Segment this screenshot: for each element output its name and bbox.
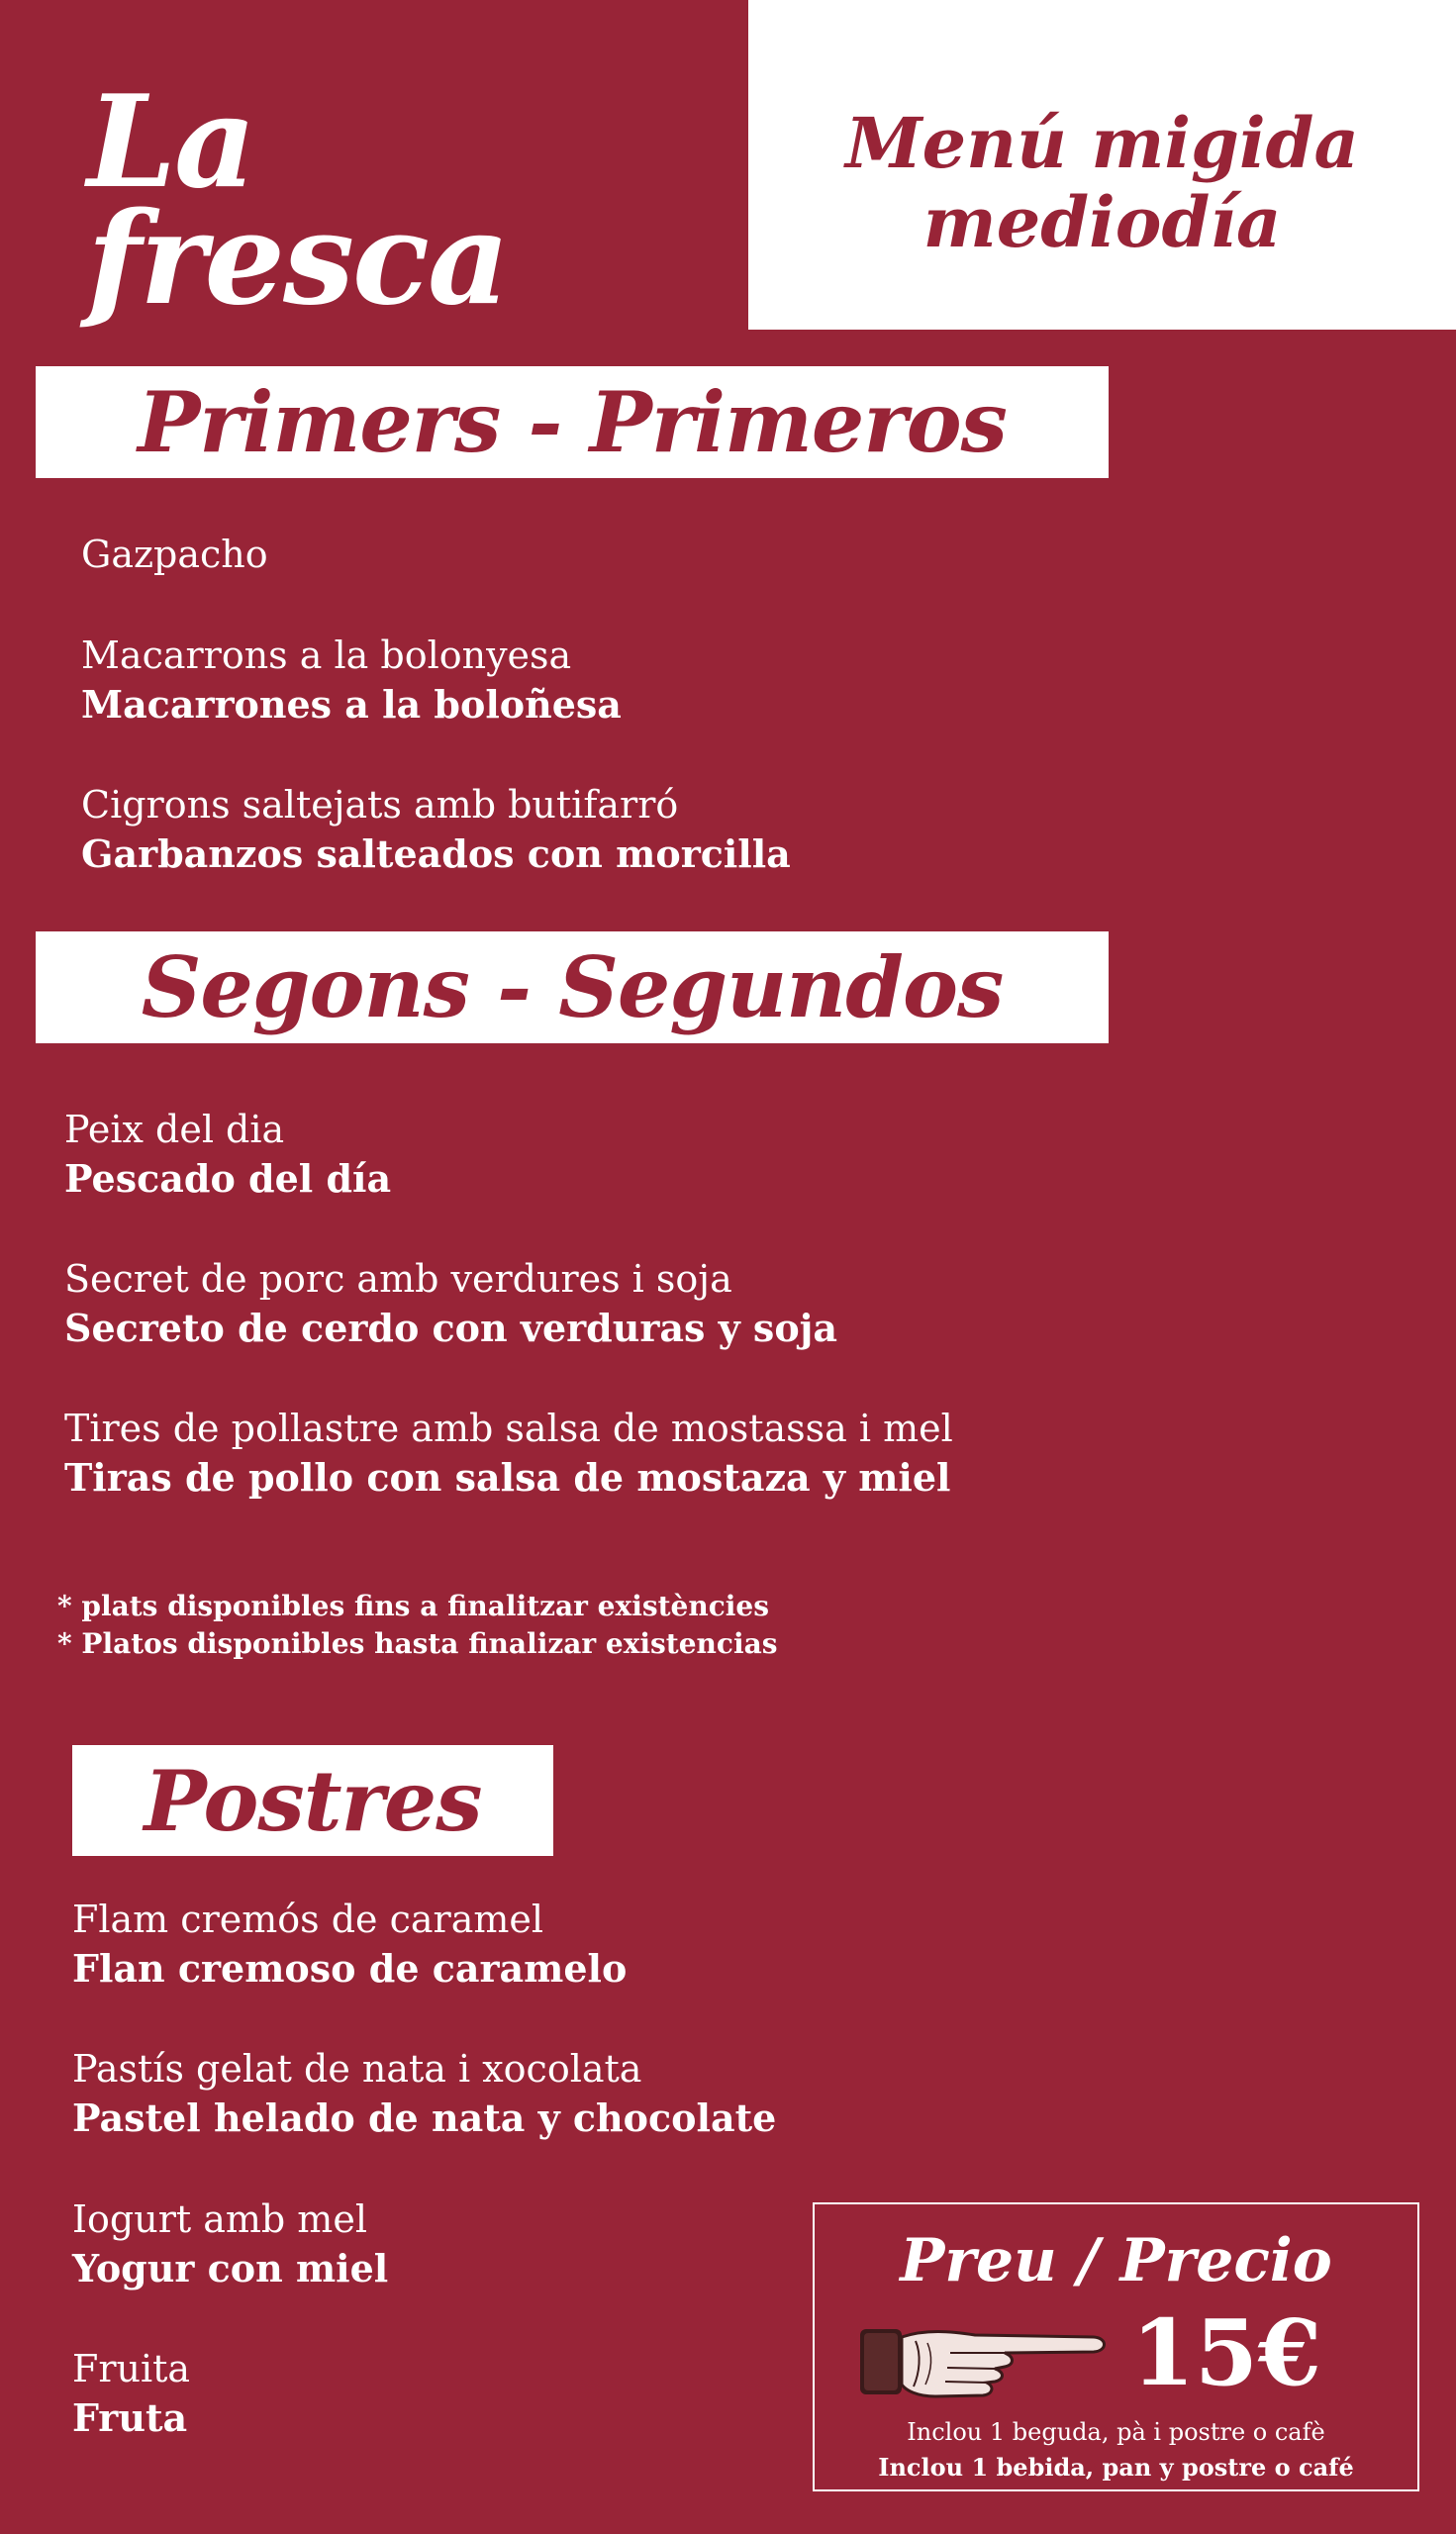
dish-name-catalan: Cigrons saltejats amb butifarró — [81, 783, 679, 827]
section-title-segons: Segons - Segundos — [141, 938, 1004, 1036]
section-banner-primers — [36, 366, 1109, 478]
dish-name-spanish: Garbanzos salteados con morcilla — [81, 831, 791, 876]
availability-note-spanish: * Platos disponibles hasta finalizar existencias — [57, 1627, 778, 1660]
dish-name-spanish: Yogur con miel — [72, 2246, 389, 2290]
menu-title — [748, 104, 1456, 262]
restaurant-name-line1: La — [87, 68, 254, 217]
dish-name-spanish: Secreto de cerdo con verduras y soja — [64, 1306, 838, 1350]
dish-item — [72, 2194, 388, 2293]
price-includes-spanish: Inclou 1 bebida, pan y postre o café — [878, 2453, 1354, 2482]
dish-name-spanish: Macarrones a la boloñesa — [81, 682, 622, 727]
section-banner-postres — [72, 1745, 553, 1856]
dish-name-catalan: Macarrons a la bolonyesa — [81, 634, 572, 677]
dish-name-spanish: Pescado del día — [64, 1156, 392, 1201]
price-title: Preu / Precio — [900, 2226, 1332, 2295]
dish-item — [81, 780, 791, 879]
menu-title-line2: mediodía — [922, 181, 1282, 263]
dish-name-catalan: Flam cremós de caramel — [72, 1898, 544, 1941]
section-title-primers: Primers - Primeros — [138, 373, 1007, 471]
dish-name-spanish: Pastel helado de nata y chocolate — [72, 2095, 777, 2140]
dish-item — [64, 1404, 953, 1503]
dish-name-catalan: Peix del dia — [64, 1108, 285, 1151]
menu-title-box — [748, 0, 1456, 330]
dish-name-catalan: Secret de porc amb verdures i soja — [64, 1257, 732, 1301]
dish-item — [64, 1254, 837, 1353]
dish-item — [72, 1895, 627, 1994]
restaurant-name-line2: fresca — [87, 185, 508, 334]
dish-item — [72, 2344, 190, 2443]
dish-item — [81, 631, 622, 730]
price-includes-catalan: Inclou 1 beguda, pà i postre o cafè — [907, 2418, 1325, 2446]
dish-name-catalan: Fruita — [72, 2347, 191, 2390]
availability-notes — [57, 1588, 777, 1663]
availability-note-catalan: * plats disponibles fins a finalitzar existències — [57, 1590, 769, 1622]
dish-item — [81, 530, 268, 579]
price-box — [813, 2202, 1419, 2491]
dish-name-catalan: Gazpacho — [81, 533, 268, 576]
dish-name-catalan: Iogurt amb mel — [72, 2197, 367, 2241]
dish-name-spanish: Tiras de pollo con salsa de mostaza y miel — [64, 1455, 951, 1500]
dish-name-spanish: Flan cremoso de caramelo — [72, 1946, 628, 1991]
dish-name-catalan: Pastís gelat de nata i xocolata — [72, 2047, 642, 2091]
section-banner-segons — [36, 931, 1109, 1043]
dish-item — [64, 1105, 391, 1204]
dish-item — [72, 2044, 776, 2143]
menu-title-line1: Menú migida — [845, 102, 1359, 184]
pointing-hand-icon — [856, 2311, 1114, 2408]
price-amount: 15€ — [1131, 2299, 1322, 2406]
restaurant-name — [87, 68, 508, 334]
section-title-postres: Postres — [144, 1751, 482, 1850]
price-includes — [815, 2414, 1417, 2485]
dish-name-spanish: Fruta — [72, 2395, 188, 2440]
dish-name-catalan: Tires de pollastre amb salsa de mostassa i mel — [64, 1407, 953, 1450]
